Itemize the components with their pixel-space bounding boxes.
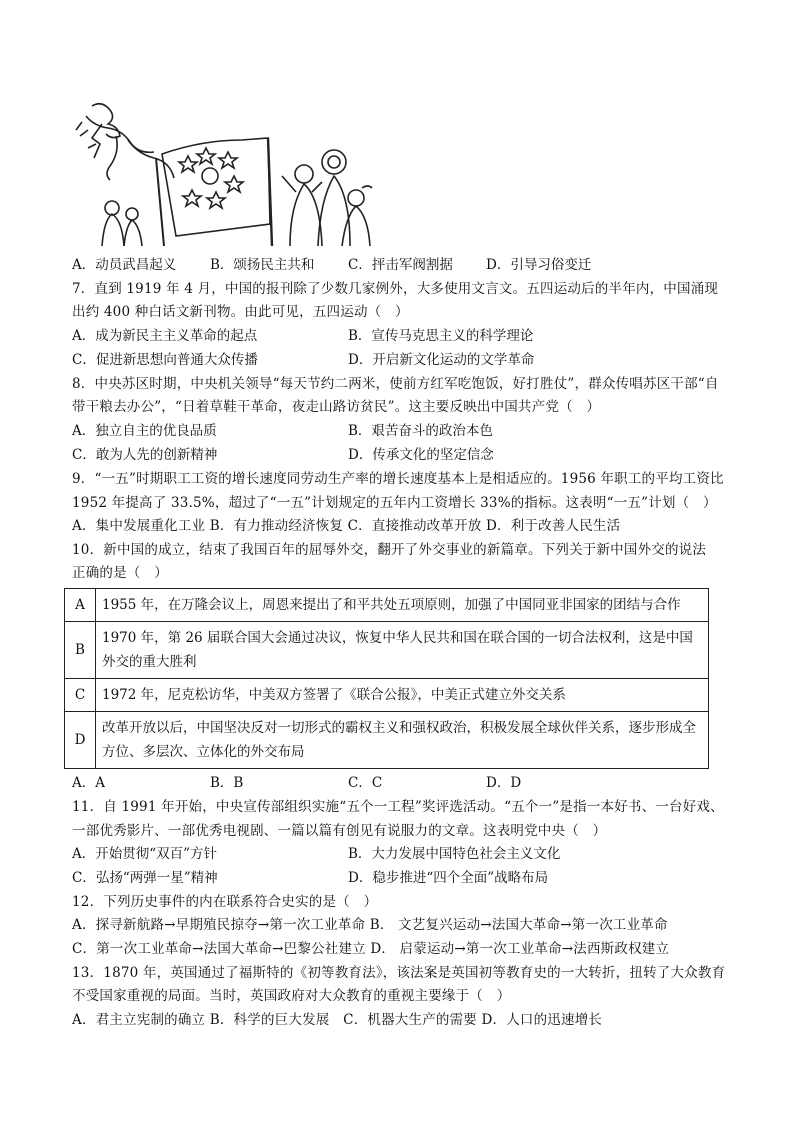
q8-stem-line1: 8．中央苏区时期，中央机关领导“每天节约二两米，使前方红军吃饱饭，好打胜仗”，群众传唱苏区干部“自	[72, 376, 719, 392]
q8-option-a[interactable]: A．独立自主的优良品质	[72, 423, 217, 439]
q10-table	[64, 588, 709, 769]
q10-row-b-label: B	[65, 622, 96, 679]
table-row	[65, 622, 709, 679]
q10-row-a-text: 1955 年，在万隆会议上，周恩来提出了和平共处五项原则，加强了中国同亚非国家的团结与合作	[96, 589, 709, 622]
q7-option-b[interactable]: B．宣传马克思主义的科学理论	[348, 328, 534, 344]
q10-option-a[interactable]: A．A	[72, 775, 105, 791]
cartoon-illustration	[72, 96, 382, 246]
q10-row-c-text: 1972 年，尼克松访华，中美双方签署了《联合公报》，中美正式建立外交关系	[96, 679, 709, 712]
q6-option-b[interactable]: B．颂扬民主共和	[210, 257, 315, 273]
q8-option-b[interactable]: B．艰苦奋斗的政治本色	[348, 423, 493, 439]
q11-option-d[interactable]: D．稳步推进“四个全面”战略布局	[348, 870, 549, 886]
q9-stem-line2: 1952 年提高了 33.5%，超过了“一五”计划规定的五年内工资增长 33%的指标。这表明“一五”计划（ ）	[72, 495, 717, 511]
q6-option-c[interactable]: C．抨击军阀割据	[348, 257, 453, 273]
q10-stem-line2: 正确的是（ ）	[72, 565, 168, 581]
q7-option-a[interactable]: A．成为新民主主义革命的起点	[72, 328, 258, 344]
q7-stem-line1: 7．直到 1919 年 4 月，中国的报刊除了少数几家例外，大多使用文言文。五四运动后的半年内，中国涌现	[72, 281, 719, 297]
q9-options[interactable]: A．集中发展重化工业 B．有力推动经济恢复 C．直接推动改革开放 D．利于改善人民生活	[72, 518, 621, 534]
q11-option-c[interactable]: C．弘扬“两弹一星”精神	[72, 870, 218, 886]
q8-option-c[interactable]: C．敢为人先的创新精神	[72, 447, 218, 463]
q10-row-c-label: C	[65, 679, 96, 712]
q11-option-a[interactable]: A．开始贯彻“双百”方针	[72, 846, 218, 862]
q7-option-c[interactable]: C．促进新思想向普通大众传播	[72, 352, 258, 368]
q13-stem-line2: 不受国家重视的局面。当时，英国政府对大众教育的重视主要缘于（ ）	[72, 988, 511, 1004]
q10-row-d-text: 改革开放以后，中国坚决反对一切形式的霸权主义和强权政治，积极发展全球伙伴关系，逐步形成全方位、多层次、立体化的外交布局	[96, 712, 709, 769]
q10-row-b-text: 1970 年，第 26 届联合国大会通过决议，恢复中华人民共和国在联合国的一切合法权利，这是中国外交的重大胜利	[96, 622, 709, 679]
q6-option-a[interactable]: A．动员武昌起义	[72, 257, 177, 273]
q11-option-b[interactable]: B．大力发展中国特色社会主义文化	[348, 846, 561, 862]
q10-option-c[interactable]: C．C	[348, 775, 383, 791]
q12-options-line1[interactable]: A．探寻新航路→早期殖民掠夺→第一次工业革命 B． 文艺复兴运动→法国大革命→第一次工业革命	[72, 917, 668, 933]
q13-stem-line1: 13．1870 年，英国通过了福斯特的《初等教育法》，该法案是英国初等教育史的一大转折，扭转了大众教育	[72, 965, 726, 981]
q7-option-d[interactable]: D．开启新文化运动的文学革命	[348, 352, 535, 368]
q12-options-line2[interactable]: C．第一次工业革命→法国大革命→巴黎公社建立 D． 启蒙运动→第一次工业革命→法西斯政权建立	[72, 941, 670, 957]
table-row	[65, 679, 709, 712]
q13-options[interactable]: A．君主立宪制的确立 B．科学的巨大发展 C．机器大生产的需要 D．人口的迅速增长	[72, 1012, 603, 1028]
q10-row-d-label: D	[65, 712, 96, 769]
q7-stem-line2: 出约 400 种白话文新刊物。由此可见，五四运动（ ）	[72, 304, 409, 320]
q11-stem-line2: 一部优秀影片、一部优秀电视剧、一篇以篇有创见有说服力的文章。这表明党中央（ ）	[72, 823, 607, 839]
table-row	[65, 712, 709, 769]
q6-option-d[interactable]: D．引导习俗变迁	[486, 257, 592, 273]
q9-stem-line1: 9．“一五”时期职工工资的增长速度同劳动生产率的增长速度基本上是相适应的。1956 年职工的平均工资比	[72, 471, 724, 487]
q12-stem: 12．下列历史事件的内在联系符合史实的是（ ）	[72, 894, 378, 910]
q8-stem-line2: 带干粮去办公”，“日着草鞋干革命，夜走山路访贫民”。这主要反映出中国共产党（ ）	[72, 399, 601, 415]
q11-stem-line1: 11．自 1991 年开始，中央宣传部组织实施“五个一工程”奖评选活动。“五个一”是指一本好书、一台好戏、	[72, 799, 724, 815]
q10-option-d[interactable]: D．D	[486, 775, 522, 791]
q10-stem-line1: 10．新中国的成立，结束了我国百年的屈辱外交，翻开了外交事业的新篇章。下列关于新中国外交的说法	[72, 542, 707, 558]
table-row	[65, 589, 709, 622]
q10-row-a-label: A	[65, 589, 96, 622]
q10-option-b[interactable]: B．B	[210, 775, 244, 791]
q8-option-d[interactable]: D．传承文化的坚定信念	[348, 447, 494, 463]
